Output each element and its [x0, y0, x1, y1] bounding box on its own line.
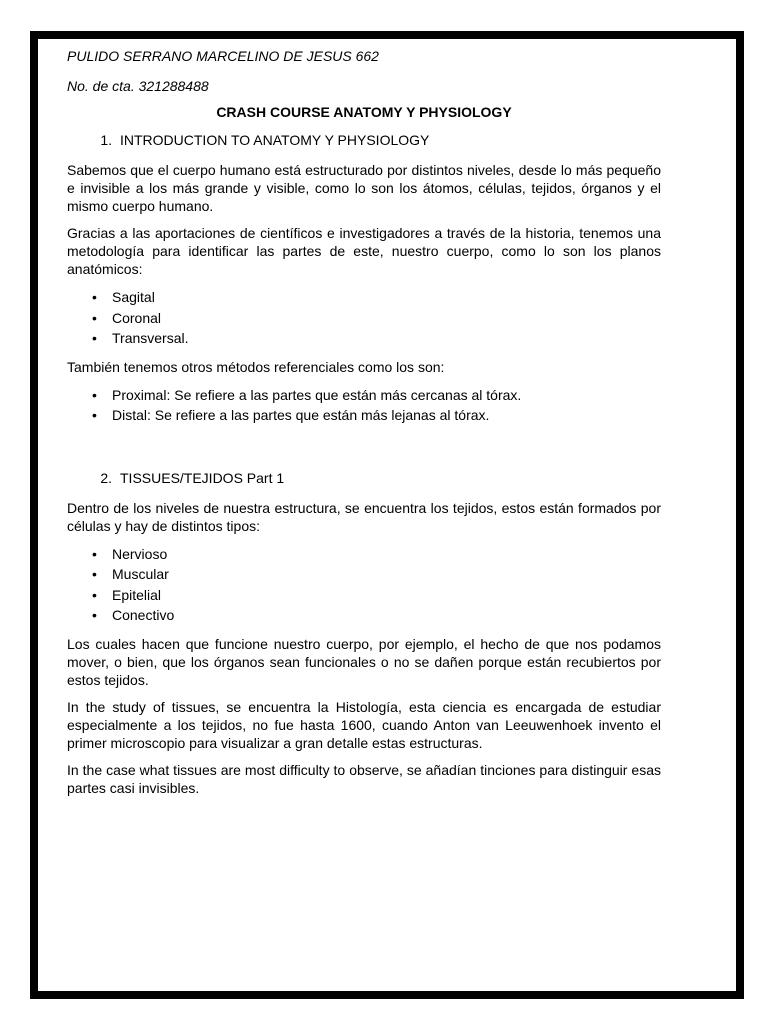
- list-item: • Nervioso: [92, 545, 168, 562]
- section-2-paragraph-2: Los cuales hacen que funcione nuestro cuerpo, por ejemplo, el hecho de que nos podamos mover, o bien, que los órganos sean funcionales o no se dañen porque están recubiertos por estos tejidos.: [67, 635, 661, 688]
- list-item: • Coronal: [92, 309, 162, 326]
- list-item: • Conectivo: [92, 607, 175, 623]
- reference-distal: Distal: Se refiere a las partes que están más lejanas al tórax.: [112, 407, 490, 423]
- account-number: No. de cta. 321288488: [67, 78, 209, 94]
- section-1-title: INTRODUCTION TO ANATOMY Y PHYSIOLOGY: [120, 132, 430, 148]
- section-2-title: TISSUES/TEJIDOS Part 1: [120, 469, 285, 486]
- tissue-epitelial: Epitelial: [112, 586, 162, 603]
- list-item: • Distal: Se refiere a las partes que están más lejanas al tórax.: [92, 407, 490, 423]
- document-body: [67, 47, 661, 806]
- plane-transversal: Transversal.: [112, 330, 189, 346]
- section-1-number: 1.: [100, 132, 112, 148]
- tissue-muscular: Muscular: [112, 566, 169, 582]
- section-2-number: 2.: [100, 469, 112, 486]
- student-name: PULIDO SERRANO MARCELINO DE JESUS 662: [67, 48, 379, 64]
- section-1-paragraph-2: Gracias a las aportaciones de científicos e investigadores a través de la historia, tenemos una metodología para identificar las partes de este, nuestro cuerpo, como lo son los planos anatómicos:: [67, 225, 661, 277]
- section-1-paragraph-1: Sabemos que el cuerpo humano está estructurado por distintos niveles, desde lo más pequeño e invisible a los más grande y visible, como lo son los átomos, células, tejidos, órganos y el mismo cuerpo humano.: [67, 162, 661, 214]
- section-1-heading: [67, 131, 661, 149]
- reference-proximal: Proximal: Se refiere a las partes que están más cercanas al tórax.: [112, 386, 522, 403]
- reference-methods-list: [67, 385, 661, 426]
- tissue-nervioso: Nervioso: [112, 545, 168, 562]
- section-2-heading: [67, 469, 661, 487]
- list-item: • Proximal: Se refiere a las partes que están más cercanas al tórax.: [92, 386, 522, 403]
- section-2-paragraph-4: In the case what tissues are most difficulty to observe, se añadían tinciones para distinguir esas partes casi invisibles.: [67, 761, 661, 796]
- anatomical-planes-list: [67, 287, 661, 349]
- spacer: [67, 435, 661, 459]
- list-item: • Epitelial: [92, 586, 162, 603]
- section-2-paragraph-3: In the study of tissues, se encuentra la Histología, esta ciencia es encargada de estudiar especialmente a los tejidos, no fue hasta 1600, cuando Anton van Leeuwenhoek invento el primer microscopio para visualizar a gran detalle estas estructuras.: [67, 698, 661, 751]
- list-item: • Transversal.: [92, 330, 189, 346]
- list-item: • Sagital: [92, 289, 155, 305]
- plane-sagital: Sagital: [112, 289, 155, 305]
- plane-coronal: Coronal: [112, 309, 162, 326]
- section-2-paragraph-1: Dentro de los niveles de nuestra estructura, se encuentra los tejidos, estos están formados por células y hay de distintos tipos:: [67, 499, 661, 534]
- tissue-conectivo: Conectivo: [112, 607, 175, 623]
- list-item: • Muscular: [92, 566, 169, 582]
- tissue-types-list: [67, 544, 661, 626]
- section-1-paragraph-3: También tenemos otros métodos referenciales como los son:: [67, 358, 445, 375]
- document-title: CRASH COURSE ANATOMY Y PHYSIOLOGY: [216, 104, 512, 120]
